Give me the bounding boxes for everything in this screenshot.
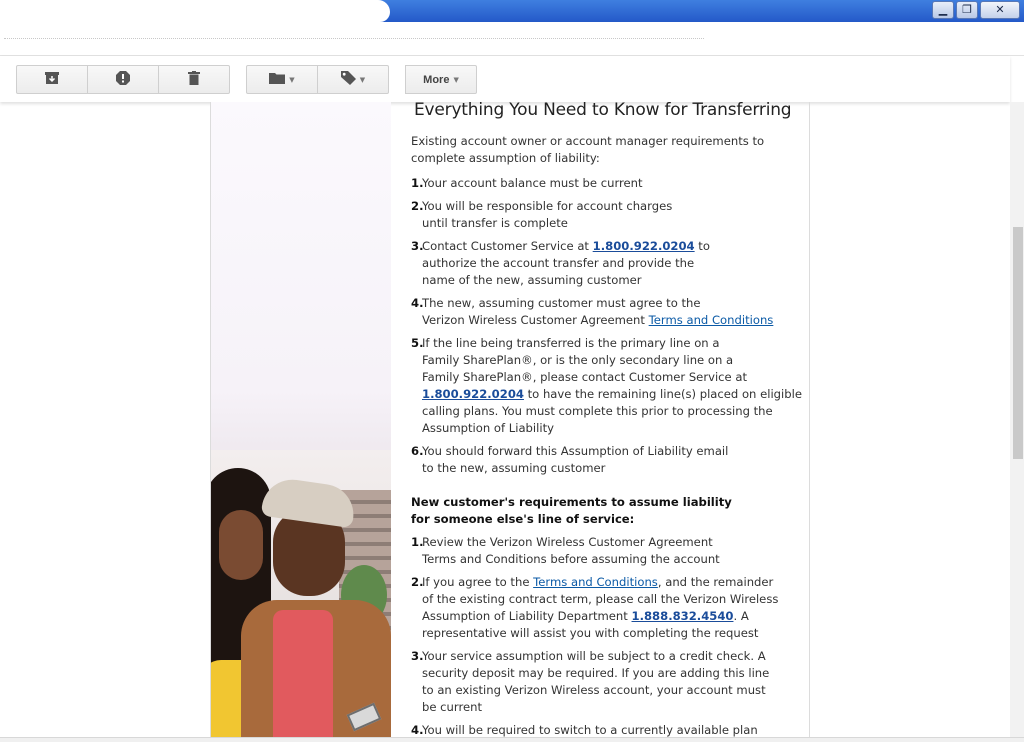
item-line: calling plans. You must complete this prior to processing the xyxy=(422,404,773,418)
man-cap xyxy=(261,476,358,528)
list-item xyxy=(411,238,803,289)
action-button-group xyxy=(16,65,230,94)
list-item xyxy=(411,534,803,568)
item-line: Family SharePlan®, please contact Customer Service at xyxy=(422,370,748,384)
item-line: Family SharePlan®, or is the only secondary line on a xyxy=(422,353,734,367)
item-line xyxy=(422,386,803,403)
folder-icon xyxy=(269,72,285,88)
item-number: 2. xyxy=(411,575,424,589)
list-item xyxy=(411,443,803,477)
item-line: security deposit may be required. If you are adding this line xyxy=(422,666,770,680)
item-line: of the existing contract term, please call the Verizon Wireless xyxy=(422,592,779,606)
item-line-text: If you agree to the xyxy=(422,575,534,589)
item-line: until transfer is complete xyxy=(422,216,568,230)
customer-service-phone-link[interactable]: 1.800.922.0204 xyxy=(422,387,524,401)
item-line: Review the Verizon Wireless Customer Agreement xyxy=(422,535,713,549)
item-text: You will be required to switch to a currently available plan xyxy=(422,723,758,737)
item-line: to an existing Verizon Wireless account, your account must xyxy=(422,683,766,697)
list-item xyxy=(411,295,803,329)
intro-text: Existing account owner or account manager requirements to complete assumption of liability: xyxy=(411,134,765,165)
item-line xyxy=(422,312,803,329)
item-line: to the new, assuming customer xyxy=(422,461,606,475)
item-line: Assumption of Liability xyxy=(422,421,554,435)
item-line-text: to have the remaining line(s) placed on eligible xyxy=(523,387,802,401)
terms-and-conditions-link[interactable]: Terms and Conditions xyxy=(648,313,774,327)
move-to-button[interactable] xyxy=(246,65,318,94)
woman-face xyxy=(219,510,263,580)
labels-button[interactable] xyxy=(318,65,389,94)
item-text xyxy=(411,534,803,568)
label-icon xyxy=(341,71,356,89)
item-number: 3. xyxy=(411,649,424,663)
item-line: If the line being transferred is the primary line on a xyxy=(422,336,720,350)
item-line-text: , and the remainder xyxy=(657,575,774,589)
more-label: More xyxy=(423,73,450,86)
item-line xyxy=(422,608,803,625)
organize-button-group xyxy=(246,65,389,94)
minimize-button[interactable]: ▁ xyxy=(932,1,954,19)
item-line xyxy=(422,574,803,591)
item-number: 1. xyxy=(411,176,424,190)
item-text xyxy=(411,443,803,477)
item-line-text: Contact Customer Service at xyxy=(422,239,593,253)
chevron-down-icon: ▼ xyxy=(289,75,295,84)
delete-icon xyxy=(188,71,200,89)
item-number: 5. xyxy=(411,336,424,350)
list-item xyxy=(411,198,803,232)
item-line: name of the new, assuming customer xyxy=(422,273,642,287)
man-shirt xyxy=(273,610,333,742)
list-item xyxy=(411,335,803,437)
item-line: Terms and Conditions before assuming the account xyxy=(422,552,720,566)
more-button[interactable] xyxy=(405,65,477,94)
heading-line: New customer's requirements to assume liability xyxy=(411,495,732,509)
archive-button[interactable] xyxy=(16,65,88,94)
heading-line: for someone else's line of service: xyxy=(411,512,635,526)
item-text xyxy=(411,574,803,642)
item-number: 3. xyxy=(411,239,424,253)
scrollbar-thumb[interactable] xyxy=(1013,227,1023,459)
more-button-group xyxy=(405,65,477,94)
close-button[interactable]: ✕ xyxy=(980,1,1020,19)
report-spam-button[interactable] xyxy=(88,65,159,94)
item-line: representative will assist you with completing the request xyxy=(422,626,759,640)
item-line: The new, assuming customer must agree to the xyxy=(422,296,701,310)
item-number: 2. xyxy=(411,199,424,213)
chevron-down-icon: ▼ xyxy=(359,75,366,84)
item-line-text: . A xyxy=(733,609,749,623)
delete-button[interactable] xyxy=(159,65,230,94)
window-titlebar xyxy=(0,0,1024,22)
new-customer-heading xyxy=(411,494,803,528)
redacted-title xyxy=(0,0,390,22)
window-controls xyxy=(932,1,1020,19)
email-body xyxy=(210,102,810,742)
chevron-down-icon: ▼ xyxy=(453,75,459,84)
restore-button[interactable]: ❐ xyxy=(956,1,978,19)
mail-toolbar xyxy=(0,56,1010,102)
promo-image xyxy=(211,102,391,742)
item-text xyxy=(411,295,803,329)
list-item xyxy=(411,648,803,716)
item-line-text: Assumption of Liability Department xyxy=(422,609,632,623)
item-number: 1. xyxy=(411,535,424,549)
item-line: authorize the account transfer and provide the xyxy=(422,256,695,270)
item-number: 4. xyxy=(411,296,424,310)
address-strip xyxy=(0,22,1024,56)
liability-department-phone-link[interactable]: 1.888.832.4540 xyxy=(631,609,734,623)
customer-service-phone-link[interactable]: 1.800.922.0204 xyxy=(592,239,695,253)
list-item xyxy=(411,574,803,642)
item-text: Your account balance must be current xyxy=(422,176,643,190)
item-line xyxy=(422,238,803,255)
terms-and-conditions-link[interactable]: Terms and Conditions xyxy=(533,575,658,589)
redacted-address xyxy=(4,38,704,44)
archive-icon xyxy=(45,72,59,88)
item-line: Your service assumption will be subject to a credit check. A xyxy=(422,649,766,663)
couple-photo xyxy=(211,450,391,742)
report-spam-icon xyxy=(116,71,130,89)
item-line: You should forward this Assumption of Liability email xyxy=(422,444,729,458)
item-line: be current xyxy=(422,700,483,714)
item-number: 4. xyxy=(411,723,424,737)
list-item xyxy=(411,175,803,192)
email-heading: Everything You Need to Know for Transferring xyxy=(414,102,792,120)
item-line-text: Verizon Wireless Customer Agreement xyxy=(422,313,649,327)
item-text xyxy=(411,335,803,437)
item-number: 6. xyxy=(411,444,424,458)
item-text xyxy=(411,238,803,289)
item-line: You will be responsible for account charges xyxy=(422,199,673,213)
item-text xyxy=(411,198,803,232)
item-text xyxy=(411,648,803,716)
item-line-text: to xyxy=(694,239,710,253)
bottom-edge xyxy=(0,737,1024,742)
vertical-scrollbar[interactable] xyxy=(1010,102,1024,742)
